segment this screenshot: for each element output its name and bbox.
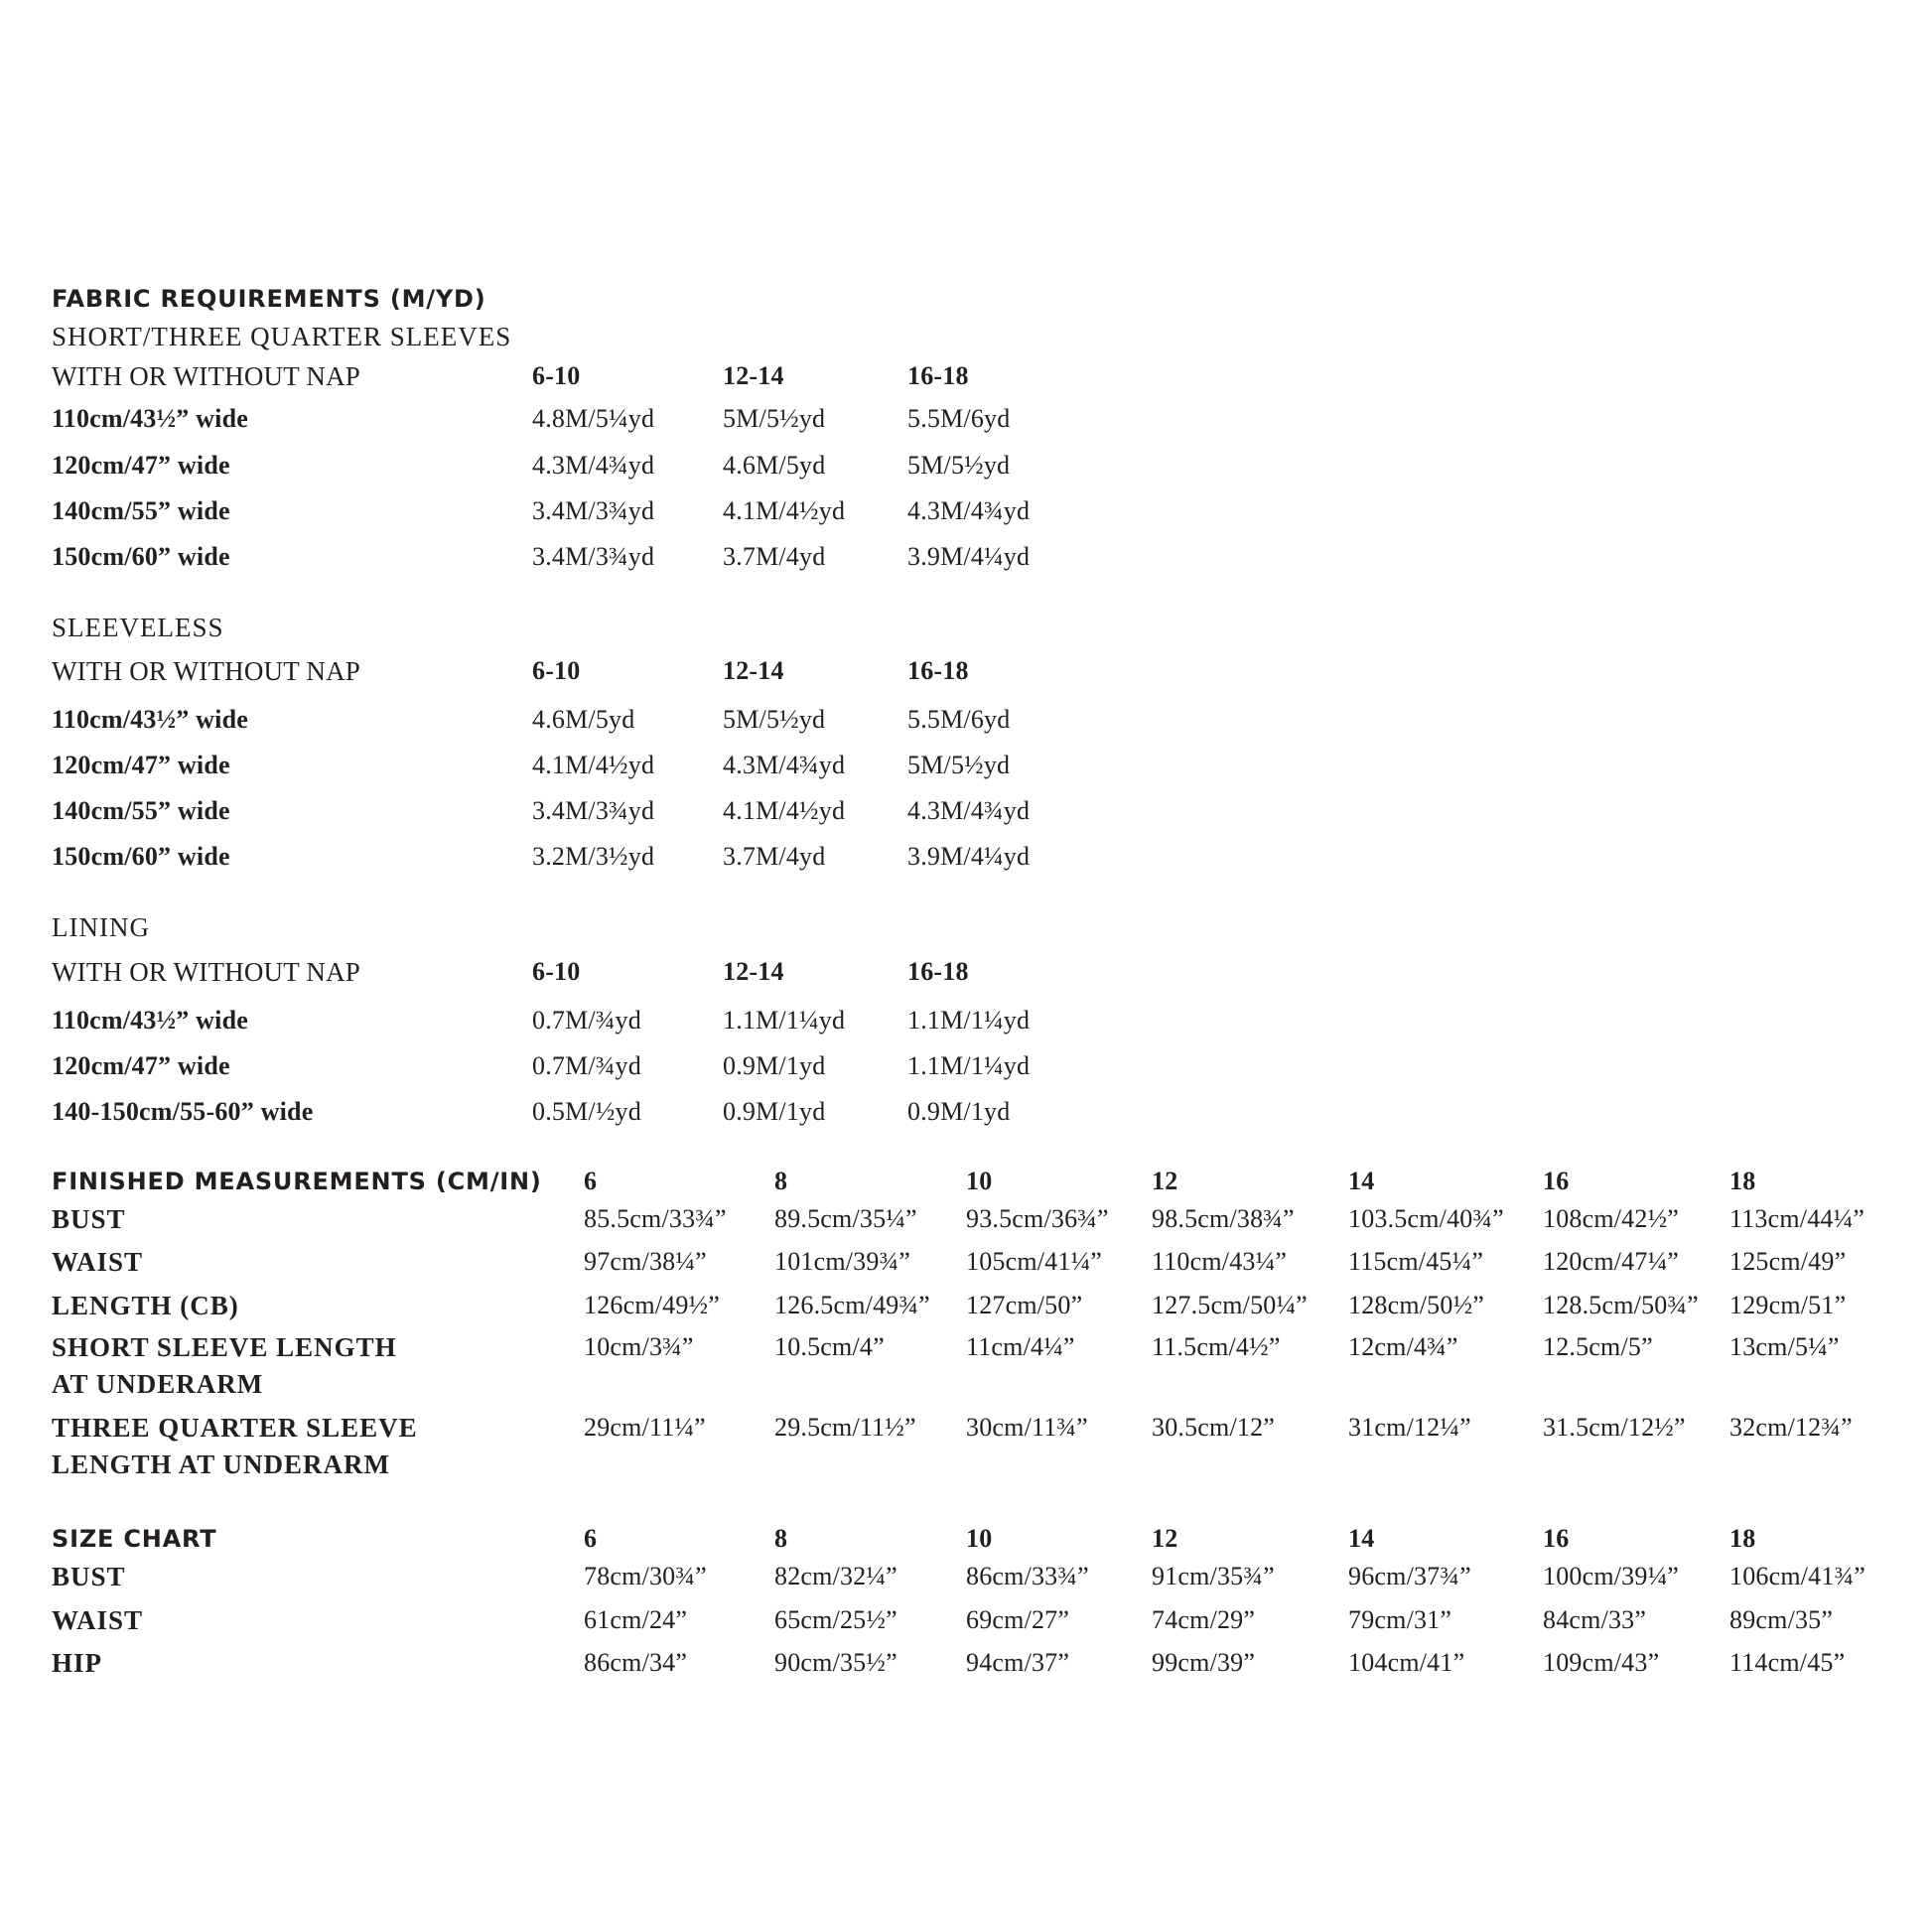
fabric-amount-cell: 3.4M/3¾yd (532, 542, 655, 571)
measurement-cell: 12.5cm/5” (1543, 1332, 1653, 1361)
measurement-cell: 29cm/11¼” (584, 1413, 706, 1442)
fabric-amount-cell: 3.9M/4¼yd (907, 842, 1031, 871)
measurement-label: WAIST (52, 1605, 144, 1635)
measurement-cell: 84cm/33” (1543, 1605, 1647, 1634)
size-header: 8 (774, 1524, 788, 1553)
fabric-width-label: 150cm/60” wide (52, 542, 230, 571)
measurement-cell: 110cm/43¼” (1152, 1247, 1288, 1276)
measurement-cell: 86cm/33¾” (966, 1562, 1089, 1590)
measurement-cell: 10.5cm/4” (774, 1332, 885, 1361)
fabric-amount-cell: 4.1M/4½yd (723, 496, 846, 525)
measurement-cell: 96cm/37¾” (1348, 1562, 1471, 1590)
fabric-amount-cell: 5M/5½yd (723, 705, 826, 734)
fabric-width-label: 120cm/47” wide (52, 451, 230, 480)
measurement-label: AT UNDERARM (52, 1369, 264, 1399)
measurement-cell: 103.5cm/40¾” (1348, 1204, 1504, 1233)
nap-label: WITH OR WITHOUT NAP (52, 656, 361, 686)
fabric-amount-cell: 1.1M/1¼yd (907, 1006, 1031, 1035)
measurement-cell: 109cm/43” (1543, 1648, 1660, 1677)
fabric-width-label: 140cm/55” wide (52, 496, 230, 525)
fabric-amount-cell: 3.7M/4yd (723, 542, 826, 571)
size-range-header: 6-10 (532, 656, 581, 685)
measurement-cell: 30cm/11¾” (966, 1413, 1088, 1442)
fabric-amount-cell: 4.1M/4½yd (723, 796, 846, 825)
size-header: 10 (966, 1167, 993, 1195)
fabric-amount-cell: 1.1M/1¼yd (723, 1006, 846, 1035)
fabric-amount-cell: 4.8M/5¼yd (532, 404, 655, 433)
size-header: 14 (1348, 1524, 1375, 1553)
measurement-cell: 128.5cm/50¾” (1543, 1291, 1699, 1319)
measurement-cell: 78cm/30¾” (584, 1562, 707, 1590)
fabric-amount-cell: 5M/5½yd (907, 751, 1011, 779)
nap-label: WITH OR WITHOUT NAP (52, 957, 361, 987)
measurement-label: HIP (52, 1648, 103, 1678)
nap-label: WITH OR WITHOUT NAP (52, 361, 361, 391)
measurement-cell: 106cm/41¾” (1729, 1562, 1866, 1590)
measurement-cell: 97cm/38¼” (584, 1247, 707, 1276)
fabric-width-label: 110cm/43½” wide (52, 1006, 248, 1035)
measurement-label: BUST (52, 1562, 126, 1591)
measurement-cell: 101cm/39¾” (774, 1247, 911, 1276)
fabric-section-name: LINING (52, 912, 150, 942)
fabric-amount-cell: 4.6M/5yd (532, 705, 635, 734)
size-range-header: 6-10 (532, 957, 581, 986)
measurement-cell: 115cm/45¼” (1348, 1247, 1484, 1276)
measurement-cell: 127.5cm/50¼” (1152, 1291, 1308, 1319)
size-range-header: 12-14 (723, 656, 784, 685)
fabric-amount-cell: 0.5M/½yd (532, 1097, 641, 1126)
measurement-cell: 82cm/32¼” (774, 1562, 897, 1590)
fabric-width-label: 110cm/43½” wide (52, 705, 248, 734)
measurement-cell: 74cm/29” (1152, 1605, 1256, 1634)
fabric-requirements-title: FABRIC REQUIREMENTS (M/YD) (52, 285, 486, 313)
measurement-cell: 120cm/47¼” (1543, 1247, 1680, 1276)
measurement-cell: 31cm/12¼” (1348, 1413, 1471, 1442)
fabric-amount-cell: 3.9M/4¼yd (907, 542, 1031, 571)
measurement-cell: 100cm/39¼” (1543, 1562, 1680, 1590)
fabric-width-label: 120cm/47” wide (52, 751, 230, 779)
measurement-cell: 99cm/39” (1152, 1648, 1256, 1677)
size-range-header: 6-10 (532, 361, 581, 390)
fabric-width-label: 110cm/43½” wide (52, 404, 248, 433)
measurement-cell: 65cm/25½” (774, 1605, 897, 1634)
fabric-amount-cell: 5M/5½yd (723, 404, 826, 433)
size-header: 16 (1543, 1524, 1570, 1553)
measurement-cell: 61cm/24” (584, 1605, 688, 1634)
measurement-label: SHORT SLEEVE LENGTH (52, 1332, 397, 1362)
measurement-cell: 12cm/4¾” (1348, 1332, 1458, 1361)
size-range-header: 16-18 (907, 361, 969, 390)
size-header: 10 (966, 1524, 993, 1553)
fabric-amount-cell: 5.5M/6yd (907, 404, 1011, 433)
fabric-amount-cell: 3.4M/3¾yd (532, 496, 655, 525)
measurement-cell: 104cm/41” (1348, 1648, 1465, 1677)
measurement-label: WAIST (52, 1247, 144, 1277)
size-range-header: 16-18 (907, 656, 969, 685)
measurement-label: LENGTH AT UNDERARM (52, 1449, 391, 1479)
measurement-cell: 32cm/12¾” (1729, 1413, 1853, 1442)
measurement-cell: 10cm/3¾” (584, 1332, 694, 1361)
fabric-width-label: 140cm/55” wide (52, 796, 230, 825)
measurement-cell: 79cm/31” (1348, 1605, 1452, 1634)
fabric-amount-cell: 4.1M/4½yd (532, 751, 655, 779)
measurement-cell: 113cm/44¼” (1729, 1204, 1865, 1233)
size-header: 6 (584, 1524, 598, 1553)
measurement-cell: 29.5cm/11½” (774, 1413, 916, 1442)
fabric-amount-cell: 5.5M/6yd (907, 705, 1011, 734)
fabric-amount-cell: 0.7M/¾yd (532, 1006, 641, 1035)
measurement-cell: 94cm/37” (966, 1648, 1070, 1677)
size-header: 16 (1543, 1167, 1570, 1195)
measurement-cell: 31.5cm/12½” (1543, 1413, 1686, 1442)
measurement-cell: 126.5cm/49¾” (774, 1291, 930, 1319)
measurement-cell: 11.5cm/4½” (1152, 1332, 1281, 1361)
size-range-header: 16-18 (907, 957, 969, 986)
measurement-cell: 91cm/35¾” (1152, 1562, 1275, 1590)
measurement-cell: 86cm/34” (584, 1648, 688, 1677)
size-chart-title: SIZE CHART (52, 1525, 217, 1553)
size-header: 6 (584, 1167, 598, 1195)
size-range-header: 12-14 (723, 957, 784, 986)
measurement-label: THREE QUARTER SLEEVE (52, 1413, 418, 1443)
measurement-cell: 69cm/27” (966, 1605, 1070, 1634)
finished-measurements-title: FINISHED MEASUREMENTS (CM/IN) (52, 1168, 542, 1195)
fabric-width-label: 140-150cm/55-60” wide (52, 1097, 314, 1126)
fabric-amount-cell: 0.9M/1yd (723, 1051, 826, 1080)
measurement-label: LENGTH (CB) (52, 1291, 239, 1320)
size-header: 14 (1348, 1167, 1375, 1195)
fabric-width-label: 120cm/47” wide (52, 1051, 230, 1080)
measurement-cell: 125cm/49” (1729, 1247, 1847, 1276)
fabric-amount-cell: 4.3M/4¾yd (907, 796, 1031, 825)
measurement-cell: 89cm/35” (1729, 1605, 1834, 1634)
fabric-section-name: SHORT/THREE QUARTER SLEEVES (52, 322, 512, 351)
fabric-width-label: 150cm/60” wide (52, 842, 230, 871)
fabric-amount-cell: 3.2M/3½yd (532, 842, 655, 871)
measurement-cell: 127cm/50” (966, 1291, 1083, 1319)
fabric-amount-cell: 0.9M/1yd (723, 1097, 826, 1126)
measurement-cell: 11cm/4¼” (966, 1332, 1075, 1361)
measurement-cell: 90cm/35½” (774, 1648, 897, 1677)
measurement-cell: 30.5cm/12” (1152, 1413, 1276, 1442)
fabric-amount-cell: 0.9M/1yd (907, 1097, 1011, 1126)
size-header: 12 (1152, 1167, 1178, 1195)
size-range-header: 12-14 (723, 361, 784, 390)
fabric-amount-cell: 4.3M/4¾yd (723, 751, 846, 779)
measurement-cell: 93.5cm/36¾” (966, 1204, 1109, 1233)
measurement-label: BUST (52, 1204, 126, 1234)
fabric-amount-cell: 1.1M/1¼yd (907, 1051, 1031, 1080)
measurement-cell: 98.5cm/38¾” (1152, 1204, 1295, 1233)
fabric-amount-cell: 0.7M/¾yd (532, 1051, 641, 1080)
fabric-section-name: SLEEVELESS (52, 613, 224, 642)
measurement-cell: 114cm/45” (1729, 1648, 1846, 1677)
measurement-cell: 105cm/41¼” (966, 1247, 1103, 1276)
measurement-cell: 108cm/42½” (1543, 1204, 1680, 1233)
fabric-amount-cell: 4.6M/5yd (723, 451, 826, 480)
size-header: 18 (1729, 1524, 1756, 1553)
size-header: 8 (774, 1167, 788, 1195)
measurement-cell: 85.5cm/33¾” (584, 1204, 727, 1233)
size-header: 18 (1729, 1167, 1756, 1195)
size-header: 12 (1152, 1524, 1178, 1553)
fabric-amount-cell: 5M/5½yd (907, 451, 1011, 480)
fabric-amount-cell: 3.7M/4yd (723, 842, 826, 871)
measurement-cell: 13cm/5¼” (1729, 1332, 1840, 1361)
fabric-amount-cell: 4.3M/4¾yd (907, 496, 1031, 525)
measurement-cell: 89.5cm/35¼” (774, 1204, 917, 1233)
fabric-amount-cell: 4.3M/4¾yd (532, 451, 655, 480)
measurement-cell: 129cm/51” (1729, 1291, 1847, 1319)
measurement-cell: 128cm/50½” (1348, 1291, 1485, 1319)
measurement-cell: 126cm/49½” (584, 1291, 721, 1319)
fabric-amount-cell: 3.4M/3¾yd (532, 796, 655, 825)
